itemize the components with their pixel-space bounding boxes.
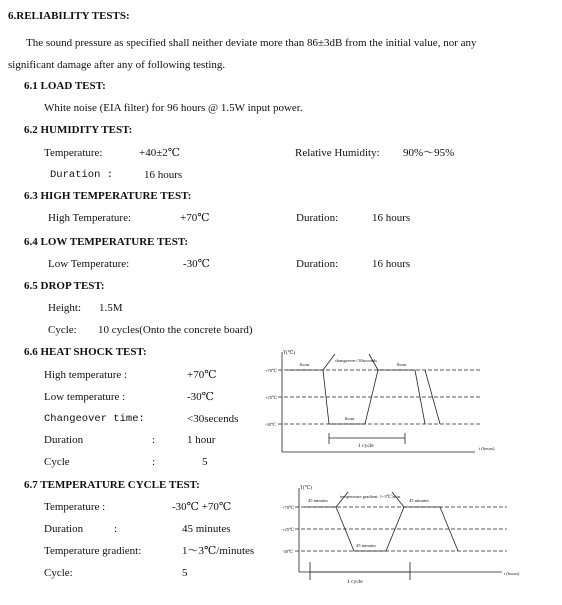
- level-label: +70℃: [265, 368, 278, 373]
- high-temp-label: High Temperature:: [48, 212, 132, 224]
- heat-shock-value: 5: [202, 456, 208, 468]
- temp-cycle-test-heading: 6.7 TEMPERATURE CYCLE TEST:: [24, 479, 200, 491]
- humidity-duration-label: Duration :: [50, 169, 114, 181]
- temp-cycle-label: Temperature :: [44, 501, 106, 513]
- intro-line-1: The sound pressure as specified shall neither deviate more than 86±3dB from the initial value, nor any: [26, 37, 477, 49]
- humidity-rh-label: Relative Humidity:: [295, 147, 380, 159]
- drop-height-value: 1.5M: [99, 302, 123, 314]
- drop-cycle-label: Cycle:: [48, 324, 77, 336]
- low-temp-value: -30℃: [183, 258, 210, 270]
- high-temp-test-heading: 6.3 HIGH TEMPERATURE TEST:: [24, 190, 192, 202]
- load-test-heading: 6.1 LOAD TEST:: [24, 80, 106, 92]
- heat-shock-label: Low temperature :: [44, 391, 126, 403]
- level-label: -30℃: [265, 422, 277, 427]
- heat-shock-value: -30℃: [187, 391, 214, 403]
- temp-cycle-value: 45 minutes: [182, 523, 231, 535]
- low-temp-duration-value: 16 hours: [372, 258, 411, 270]
- drop-cycle-value: 10 cycles(Onto the concrete board): [98, 324, 253, 336]
- y-axis-label: T(℃): [283, 351, 295, 356]
- period-label: 45 minutes: [308, 498, 328, 503]
- temp-cycle-label: Temperature gradient:: [44, 545, 142, 557]
- heat-shock-value: 1 hour: [187, 434, 216, 446]
- period-label: 1hour: [344, 416, 355, 421]
- temp-cycle-label: Duration: [44, 523, 84, 535]
- high-temp-duration-value: 16 hours: [372, 212, 411, 224]
- period-label: 45 minutes: [409, 498, 429, 503]
- level-label: +70℃: [282, 505, 295, 510]
- low-temp-label: Low Temperature:: [48, 258, 130, 270]
- period-label: 1hour: [299, 362, 310, 367]
- heat-shock-value: +70℃: [187, 369, 217, 381]
- heat-shock-diagram: [265, 348, 505, 463]
- level-label: +25℃: [265, 395, 278, 400]
- period-label: 1hour: [396, 362, 407, 367]
- level-label: -30℃: [282, 549, 294, 554]
- humidity-temp-label: Temperature:: [44, 147, 103, 159]
- section-title: 6.RELIABILITY TESTS:: [8, 10, 130, 22]
- high-temp-duration-label: Duration:: [296, 212, 339, 224]
- low-temp-test-heading: 6.4 LOW TEMPERATURE TEST:: [24, 236, 189, 248]
- humidity-temp-value: +40±2℃: [139, 147, 181, 159]
- heat-shock-label: High temperature :: [44, 369, 128, 381]
- load-test-text: White noise (EIA filter) for 96 hours @ 1.5W input power.: [44, 102, 303, 114]
- drop-test-heading: 6.5 DROP TEST:: [24, 280, 105, 292]
- heat-shock-value: <30secends: [187, 413, 239, 425]
- period-label: 45 minutes: [356, 543, 376, 548]
- humidity-duration-value: 16 hours: [144, 169, 183, 181]
- x-axis-label: t (hours): [504, 571, 520, 576]
- heat-shock-label: Changeover time:: [44, 413, 145, 425]
- temp-cycle-value: 5: [182, 567, 188, 579]
- temp-cycle-diagram: [282, 484, 532, 594]
- x-axis-label: t (hours): [479, 446, 495, 451]
- temp-cycle-value: -30℃ +70℃: [172, 501, 232, 513]
- level-label: +25℃: [282, 527, 295, 532]
- changeover-label: changeover<30seconds: [335, 358, 378, 363]
- cycle-label: 1 cycle: [358, 443, 374, 449]
- drop-height-label: Height:: [48, 302, 81, 314]
- humidity-rh-value: 90%～95%: [403, 147, 455, 159]
- humidity-test-heading: 6.2 HUMIDITY TEST:: [24, 124, 133, 136]
- heat-shock-label: Duration: [44, 434, 84, 446]
- gradient-label: temperature gradient: 1~3℃/min: [340, 494, 400, 499]
- heat-shock-colon: :: [152, 434, 156, 446]
- heat-shock-test-heading: 6.6 HEAT SHOCK TEST:: [24, 346, 147, 358]
- cycle-label: 1 cycle: [347, 579, 363, 585]
- low-temp-duration-label: Duration:: [296, 258, 339, 270]
- temp-cycle-colon: :: [114, 523, 118, 535]
- temp-cycle-value: 1～3℃/minutes: [182, 545, 255, 557]
- temp-cycle-label: Cycle:: [44, 567, 73, 579]
- high-temp-value: +70℃: [180, 212, 210, 224]
- intro-line-2: significant damage after any of following testing.: [8, 59, 226, 71]
- y-axis-label: T(℃): [300, 486, 312, 491]
- heat-shock-label: Cycle: [44, 456, 70, 468]
- heat-shock-colon: :: [152, 456, 156, 468]
